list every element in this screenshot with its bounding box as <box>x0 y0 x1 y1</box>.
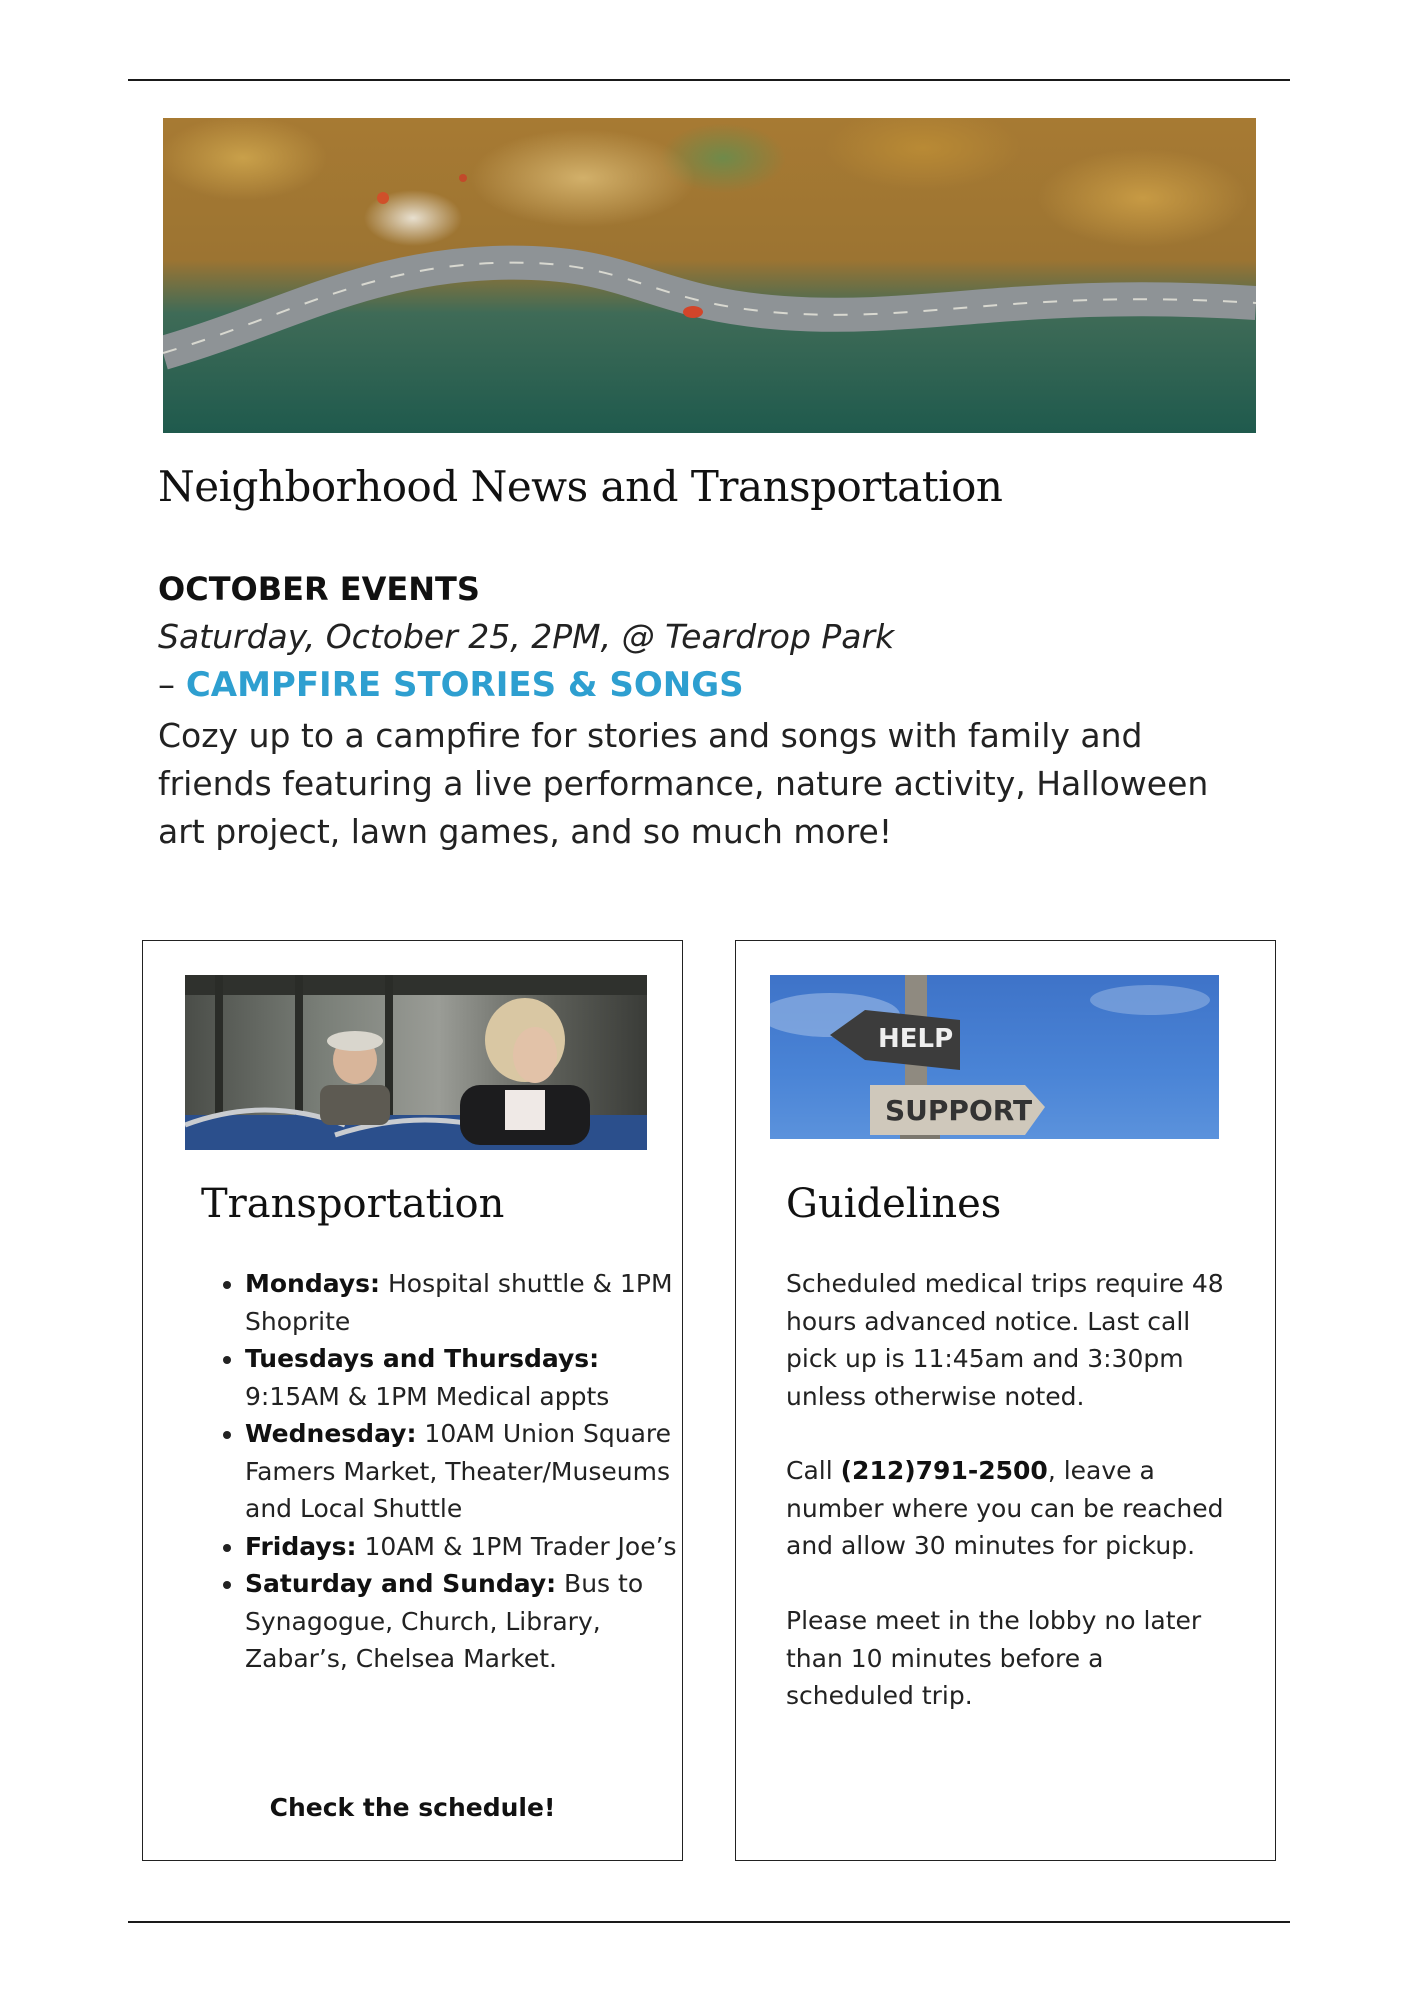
sign-support-text: SUPPORT <box>885 1094 1033 1127</box>
schedule-item: • Fridays: 10AM & 1PM Trader Joe’s <box>245 1528 685 1566</box>
schedule-item: • Saturday and Sunday: Bus to Synagogue, Church, Library, Zabar’s, Chelsea Market. <box>245 1565 685 1678</box>
page-title: Neighborhood News and Transportation <box>158 462 1003 511</box>
schedule-item: • Tuesdays and Thursdays: 9:15AM & 1PM Medical appts <box>245 1340 685 1415</box>
bottom-divider <box>128 1921 1290 1923</box>
event-description: Cozy up to a campfire for stories and songs with family and friends featuring a live performance, nature activity, Halloween art project, lawn games, and so much more! <box>158 716 1209 851</box>
event-date: Saturday, October 25, 2PM, @ Teardrop Park <box>158 617 895 656</box>
top-divider <box>128 79 1290 81</box>
guidelines-card <box>735 940 1276 1861</box>
schedule-item: • Mondays: Hospital shuttle & 1PM Shoprite <box>245 1265 685 1340</box>
event-title: CAMPFIRE STORIES & SONGS <box>185 665 744 705</box>
transportation-title: Transportation <box>201 1181 505 1227</box>
phone-number: (212)791-2500 <box>840 1456 1048 1485</box>
hero-road-photo <box>163 118 1256 433</box>
help-support-sign-photo <box>770 975 1219 1139</box>
transportation-schedule <box>203 1265 685 1678</box>
guidelines-title: Guidelines <box>786 1181 1002 1227</box>
event-name <box>158 665 744 705</box>
events-heading: OCTOBER EVENTS <box>158 570 480 608</box>
guidelines-paragraph-2: Call (212)791-2500, leave a number where you can be reached and allow 30 minutes for pickup. <box>786 1456 1224 1560</box>
sign-help-text: HELP <box>878 1024 954 1054</box>
guidelines-paragraph-1: Scheduled medical trips require 48 hours advanced notice. Last call pick up is 11:45am and 3:30pm unless otherwise noted. <box>786 1269 1224 1411</box>
guidelines-paragraph-3: Please meet in the lobby no later than 10 minutes before a scheduled trip. <box>786 1606 1202 1710</box>
transportation-card <box>142 940 683 1861</box>
check-schedule-cta: Check the schedule! <box>269 1793 556 1822</box>
event-dash: – <box>158 665 186 705</box>
schedule-item: • Wednesday: 10AM Union Square Famers Market, Theater/Museums and Local Shuttle <box>245 1415 685 1528</box>
bus-passengers-photo <box>185 975 647 1150</box>
